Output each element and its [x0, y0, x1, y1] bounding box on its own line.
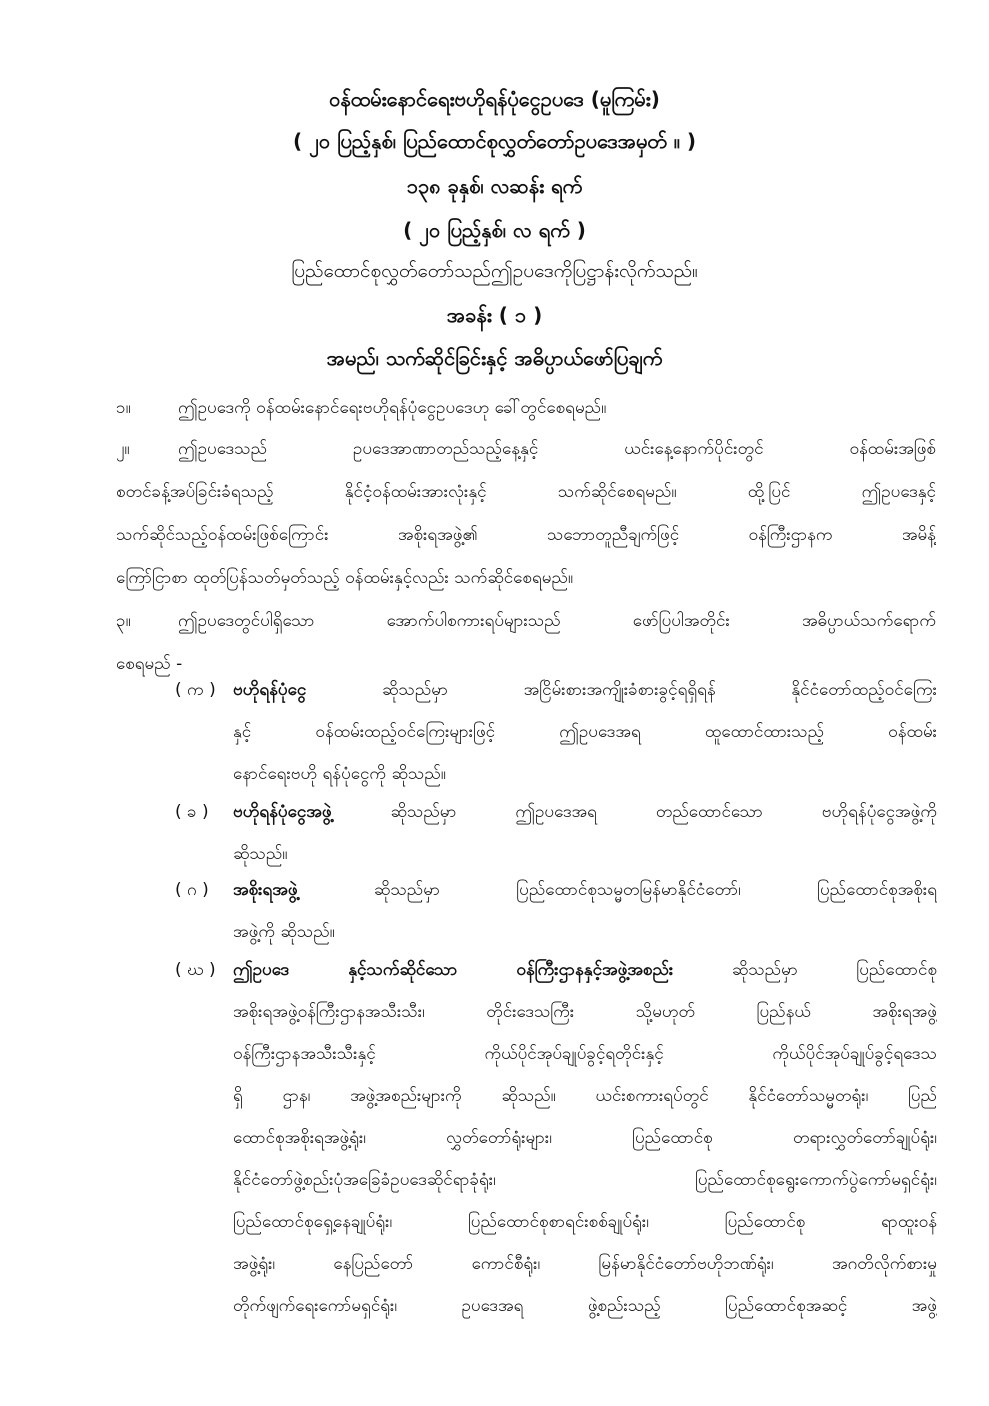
law-title: ဝန်ထမ်းနောင်ရေးဗဟိုရန်ပုံငွေဥပဒေ (မူကြမ်း) [329, 87, 660, 111]
chapter-heading: အခန်း ( ၁ ) [446, 303, 543, 327]
myanmar-date: ၁၃၈ ခုနှစ်၊ လဆန်း ရက် [406, 174, 583, 198]
definition-term: ဗဟိုရန်ပုံငွေ [233, 680, 307, 700]
definition-line: အစိုးရအဖွဲ့ဝန်ကြီးဌာနအသီးသီး၊ တိုင်းဒေသကြီး သို့မဟုတ် ပြည်နယ် အစိုးရအဖွဲ့ [233, 1002, 937, 1022]
section-2 [116, 428, 936, 600]
section-number: ၂။ [116, 439, 130, 459]
definition-ga [175, 869, 937, 953]
definition-line [233, 791, 937, 833]
section-line: ဤဥပဒေသည် ဥပဒေအာဏာတည်သည့်နေ့နှင့် ယင်းနေ့နောက်ပိုင်းတွင် ဝန်ထမ်းအဖြစ် [178, 439, 936, 459]
definition-line: အဖွဲ့ရုံး၊ နေပြည်တော် ကောင်စီရုံး၊ မြန်မာနိုင်ငံတော်ဗဟိုဘဏ်ရုံး၊ အဂတိလိုက်စားမှု [233, 1254, 937, 1274]
section-1 [116, 387, 936, 430]
definition-line: နောင်ရေးဗဟို ရန်ပုံငွေကို ဆိုသည်။ [233, 764, 446, 784]
definition-label: ( က ) [175, 680, 216, 700]
enactment-clause: ပြည်ထောင်စုလွှတ်တော်သည်ဤဥပဒေကိုပြဋ္ဌာန်းလိုက်သည်။ [291, 260, 698, 282]
definition-ka [175, 669, 937, 795]
definition-line: ထောင်စုအစိုးရအဖွဲ့ရုံး၊ လွှတ်တော်ရုံးများ၊ ပြည်ထောင်စု တရားလွှတ်တော်ချုပ်ရုံး၊ [233, 1128, 937, 1148]
definition-term: အစိုးရအဖွဲ့ [233, 880, 298, 900]
section-line: ကြော်ငြာစာ ထုတ်ပြန်သတ်မှတ်သည့် ဝန်ထမ်းနှင့်လည်း သက်ဆိုင်စေရမည်။ [116, 568, 574, 588]
gregorian-date: ( ၂၀ ပြည့်နှစ်၊ လ ရက် ) [403, 218, 586, 242]
section-number: ၁။ [116, 398, 131, 418]
section-line: သက်ဆိုင်သည့်ဝန်ထမ်းဖြစ်ကြောင်း အစိုးရအဖွဲ့၏ သဘောတူညီချက်ဖြင့် ဝန်ကြီးဌာနက အမိန့် [116, 525, 936, 545]
definition-line: ဆိုသည်။ [233, 844, 288, 864]
chapter-title: အမည်၊ သက်ဆိုင်ခြင်းနှင့် အဓိပ္ပာယ်ဖော်ပြချက် [326, 346, 663, 370]
definition-line: ရှိ ဌာန၊ အဖွဲ့အစည်းများကို ဆိုသည်။ ယင်းစကားရပ်တွင် နိုင်ငံတော်သမ္မတရုံး၊ ပြည် [233, 1086, 937, 1106]
law-number: ( ၂၀ ပြည့်နှစ်၊ ပြည်ထောင်စုလွှတ်တော်ဥပဒေအမှတ် ။ ) [293, 129, 696, 153]
section-line: စတင်ခန့်အပ်ခြင်းခံရသည့် နိုင်ငံ့ဝန်ထမ်းအားလုံးနှင့် သက်ဆိုင်စေရမည်။ ထို့ပြင် ဤဥပဒေနှင့် [116, 482, 936, 502]
section-line: ဤဥပဒေတွင်ပါရှိသော အောက်ပါစကားရပ်များသည် ဖော်ပြပါအတိုင်း အဓိပ္ပာယ်သက်ရောက် [178, 611, 936, 631]
section-line: စေရမည် - [116, 654, 183, 674]
definition-text: ဆိုသည်မှာ ဤဥပဒေအရ တည်ထောင်သော ဗဟိုရန်ပုံငွေအဖွဲ့ကို [390, 802, 937, 822]
definition-gha [175, 949, 937, 1327]
definition-line: နှင့် ဝန်ထမ်းထည့်ဝင်ကြေးများဖြင့် ဤဥပဒေအရ ထူထောင်ထားသည့် ဝန်ထမ်း [233, 722, 937, 742]
definition-line: ပြည်ထောင်စုရှေ့နေချုပ်ရုံး၊ ပြည်ထောင်စုစာရင်းစစ်ချုပ်ရုံး၊ ပြည်ထောင်စု ရာထူးဝန် [233, 1212, 937, 1232]
section-number: ၃။ [116, 611, 131, 631]
definition-kha [175, 791, 937, 875]
definition-term: ဤဥပဒေ နှင့်သက်ဆိုင်သော ဝန်ကြီးဌာနနှင့်အဖွဲ့အစည်း [233, 960, 674, 980]
definition-line: တိုက်ဖျက်ရေးကော်မရှင်ရုံး၊ ဥပဒေအရ ဖွဲ့စည်းသည့် ပြည်ထောင်စုအဆင့် အဖွဲ့ [233, 1296, 937, 1316]
definition-term: ဗဟိုရန်ပုံငွေအဖွဲ့ [233, 802, 332, 822]
definition-label: ( ဃ ) [175, 960, 216, 980]
definition-line: နိုင်ငံတော်ဖွဲ့စည်းပုံအခြေခံဥပဒေဆိုင်ရာခုံရုံး၊ ပြည်ထောင်စုရွေးကောက်ပွဲကော်မရှင်ရုံး၊ [233, 1170, 937, 1190]
definition-line: ဝန်ကြီးဌာနအသီးသီးနှင့် ကိုယ်ပိုင်အုပ်ချုပ်ခွင့်ရတိုင်းနှင့် ကိုယ်ပိုင်အုပ်ချုပ်ခွင့်ရဒေသ [233, 1044, 937, 1064]
definition-text: ဆိုသည်မှာ အငြိမ်းစားအကျိုးခံစားခွင့်ရရှိရန် နိုင်ငံတော်ထည့်ဝင်ကြေး [381, 680, 937, 700]
section-line: ဤဥပဒေကို ဝန်ထမ်းနောင်ရေးဗဟိုရန်ပုံငွေဥပဒေဟု ခေါ်တွင်စေရမည်။ [178, 398, 607, 418]
definition-line: အဖွဲ့ကို ဆိုသည်။ [233, 922, 335, 942]
definition-line [233, 669, 937, 711]
definition-text: ဆိုသည်မှာ ပြည်ထောင်စုသမ္မတမြန်မာနိုင်ငံတော်၊ ပြည်ထောင်စုအစိုးရ [373, 880, 937, 900]
definition-label: ( ခ ) [175, 802, 209, 822]
definition-line [233, 869, 937, 911]
definition-text: ဆိုသည်မှာ ပြည်ထောင်စု [731, 960, 937, 980]
definition-label: ( ဂ ) [175, 880, 209, 900]
definition-line [233, 949, 937, 991]
